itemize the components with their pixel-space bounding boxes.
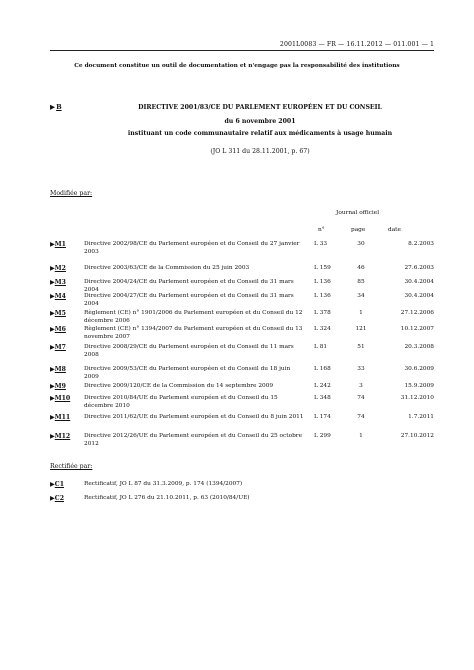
amendment-marker[interactable] [50,293,66,300]
amendment-page: 51 [357,344,365,350]
amendment-journal-number: L 168 [314,366,331,372]
amendment-date: 27.10.2012 [400,433,434,439]
amendment-description: Directive 2011/62/UE du Parlement européen et du Conseil du 8 juin 2011 [84,414,304,420]
amendment-date: 10.12.2007 [400,326,434,332]
amendment-code: M10 [54,395,71,402]
amendment-page: 3 [359,383,363,389]
amendment-code: M8 [54,366,66,373]
amendment-journal-number: L 378 [314,310,331,316]
amendment-journal-number: L 81 [314,344,328,350]
amendment-page: 74 [357,414,365,420]
amendment-description: Directive 2004/27/CE du Parlement européen et du Conseil du 31 mars 2004 [84,293,294,307]
amendment-code: M9 [54,383,66,390]
amendment-journal-number: L 299 [314,433,331,439]
amendment-page: 46 [357,265,365,271]
base-act-marker[interactable] [50,103,62,111]
amendment-page: 1 [359,433,363,439]
arrow-right-icon: ▶ [50,366,55,373]
correction-marker[interactable] [50,481,64,488]
amendment-marker[interactable] [50,241,66,248]
arrow-right-icon: ▶ [50,481,55,488]
disclaimer: Ce document constitue un outil de documentation et n'engage pas la responsabilité des institutions [74,63,400,69]
amendment-code: M4 [54,293,66,300]
amendment-page: 85 [357,279,365,285]
amendment-code: M12 [54,433,71,440]
directive-reference: (JO L 311 du 28.11.2001, p. 67) [210,148,310,155]
amendment-code: M11 [54,414,71,421]
directive-subject: instituant un code communautaire relatif aux médicaments à usage humain [127,130,393,137]
amendment-description: Directive 2009/120/CE de la Commission du 14 septembre 2009 [84,383,274,389]
amendment-code: M7 [54,344,66,351]
arrow-right-icon: ▶ [50,395,55,402]
arrow-right-icon: ▶ [50,495,55,502]
amendment-marker[interactable] [50,383,66,390]
amendment-code: M3 [54,279,66,286]
arrow-right-icon: ▶ [50,433,55,440]
amendment-page: 34 [357,293,365,299]
amendment-page: 121 [355,326,367,332]
column-date: date [388,227,401,233]
amendment-page: 33 [357,366,365,372]
arrow-right-icon: ▶ [50,293,55,300]
arrow-right-icon: ▶ [50,310,55,317]
amendment-date: 1.7.2011 [408,414,434,420]
amendment-description: Directive 2008/29/CE du Parlement européen et du Conseil du 11 mars 2008 [84,344,294,358]
amendment-journal-number: L 174 [314,414,331,420]
base-act-code: B [56,103,62,111]
arrow-right-icon: ▶ [50,265,55,272]
arrow-right-icon: ▶ [50,279,55,286]
arrow-right-icon: ▶ [50,241,55,248]
amendment-marker[interactable] [50,414,70,421]
column-number: n° [318,227,325,233]
amendment-journal-number: L 159 [314,265,331,271]
amendment-description: Règlement (CE) n° 1394/2007 du Parlement européen et du Conseil du 13 novembre 2007 [84,326,303,340]
amendment-journal-number: L 136 [314,279,331,285]
amendment-journal-number: L 136 [314,293,331,299]
journal-heading: Journal officiel [336,210,380,216]
amendment-marker[interactable] [50,366,66,373]
arrow-right-icon: ▶ [50,383,55,390]
amendment-date: 31.12.2010 [400,395,434,401]
amendment-marker[interactable] [50,279,66,286]
column-page: page [351,227,366,233]
amendment-code: M6 [54,326,66,333]
correction-description: Rectificatif, JO L 276 du 21.10.2011, p. 63 (2010/84/UE) [84,495,250,501]
directive-date: du 6 novembre 2001 [224,118,296,125]
amendment-date: 15.9.2009 [404,383,434,389]
amendment-description: Directive 2009/53/CE du Parlement européen et du Conseil du 18 juin 2009 [84,366,291,380]
amendment-date: 20.3.2008 [404,344,434,350]
amendment-marker[interactable] [50,395,70,402]
amendment-description: Règlement (CE) n° 1901/2006 du Parlement européen et du Conseil du 12 décembre 2006 [84,310,303,324]
amendment-journal-number: L 324 [314,326,331,332]
amendment-code: M1 [54,241,66,248]
amendment-journal-number: L 242 [314,383,331,389]
amendment-marker[interactable] [50,433,70,440]
amendment-description: Directive 2010/84/UE du Parlement européen et du Conseil du 15 décembre 2010 [84,395,278,409]
amended-by-label: Modifiée par: [50,190,93,197]
amendment-date: 27.6.2003 [404,265,434,271]
amendment-description: Directive 2012/26/UE du Parlement européen et du Conseil du 25 octobre 2012 [84,433,303,447]
amendment-marker[interactable] [50,344,66,351]
amendment-date: 30.6.2009 [404,366,434,372]
amendment-marker[interactable] [50,265,66,272]
amendment-page: 1 [359,310,363,316]
amendment-journal-number: L 33 [314,241,328,247]
arrow-right-icon: ▶ [50,103,56,111]
correction-marker[interactable] [50,495,64,502]
corrected-by-label: Rectifiée par: [50,463,93,470]
amendment-date: 27.12.2006 [400,310,434,316]
amendment-description: Directive 2003/63/CE de la Commission du 25 juin 2003 [84,265,250,271]
directive-title: DIRECTIVE 2001/83/CE DU PARLEMENT EUROPÉEN ET DU CONSEIL [138,104,382,111]
amendment-date: 8.2.2003 [408,241,434,247]
amendment-code: M5 [54,310,66,317]
amendment-marker[interactable] [50,310,66,317]
amendment-code: M2 [54,265,66,272]
amendment-description: Directive 2004/24/CE du Parlement européen et du Conseil du 31 mars 2004 [84,279,294,293]
amendment-date: 30.4.2004 [404,293,434,299]
amendment-date: 30.4.2004 [404,279,434,285]
amendment-page: 74 [357,395,365,401]
arrow-right-icon: ▶ [50,344,55,351]
correction-code: C2 [54,495,64,502]
correction-description: Rectificatif, JO L 87 du 31.3.2009, p. 174 (1394/2007) [84,481,243,487]
correction-code: C1 [54,481,64,488]
amendment-marker[interactable] [50,326,66,333]
amendment-page: 30 [357,241,365,247]
amendment-journal-number: L 348 [314,395,331,401]
arrow-right-icon: ▶ [50,414,55,421]
document-reference: 2001L0083 — FR — 16.11.2012 — 011.001 — 1 [279,41,434,48]
arrow-right-icon: ▶ [50,326,55,333]
header-divider [50,50,434,51]
amendment-description: Directive 2002/98/CE du Parlement européen et du Conseil du 27 janvier 2003 [84,241,300,255]
